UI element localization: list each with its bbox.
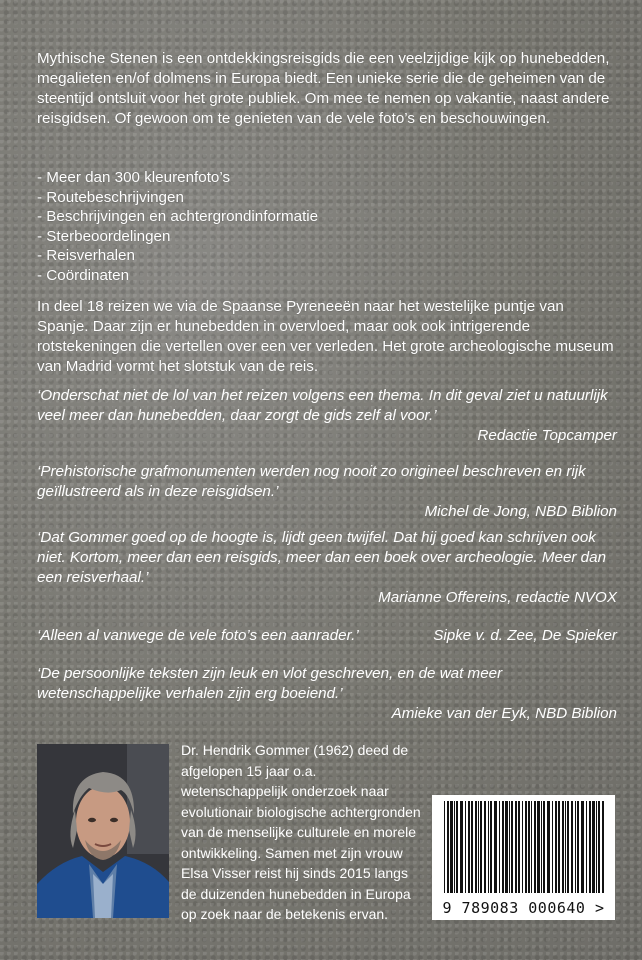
barcode-bar xyxy=(505,801,508,893)
feature-item: - Reisverhalen xyxy=(37,247,135,264)
isbn-barcode xyxy=(432,795,615,920)
feature-list xyxy=(37,168,617,285)
barcode-bar xyxy=(558,801,560,893)
barcode-bar xyxy=(511,801,513,893)
barcode-bar xyxy=(460,801,463,893)
intro-paragraph: Mythische Stenen is een ontdekkingsreisgids die een veelzijdige kijk op hunebedden, megalieten en/of dolmens in Europa biedt. Een unieke serie die de geheimen van de steentijd ontsluit voor het grote publiek. Om mee te nemen op vakantie, naast andere reisgidsen. Of gewoon om te genieten van de vele foto’s en beschouwingen. xyxy=(37,50,610,127)
barcode-bar xyxy=(586,801,587,893)
barcode-bar xyxy=(456,801,458,893)
barcode-bar xyxy=(450,801,453,893)
quote-text: ‘Prehistorische grafmonumenten werden nog nooit zo origineel beschreven en rijk geïllustreerd als in deze reisgidsen.’ xyxy=(37,463,586,500)
barcode-bar xyxy=(509,801,510,893)
barcode-bar xyxy=(447,801,449,893)
barcode-bar xyxy=(490,801,492,893)
barcode-bar xyxy=(480,801,482,893)
barcode-bar xyxy=(468,801,470,893)
barcode-bar xyxy=(465,801,466,893)
quote-source: Marianne Offereins, redactie NVOX xyxy=(378,589,617,606)
review-quote xyxy=(37,626,617,646)
feature-item: - Beschrijvingen en achtergrondinformatie xyxy=(37,208,319,225)
barcode-bar xyxy=(575,801,576,893)
barcode-bar xyxy=(589,801,591,893)
barcode-bar xyxy=(484,801,486,893)
author-portrait-illustration xyxy=(37,744,169,918)
barcode-bar xyxy=(475,801,477,893)
quote-text: ‘Alleen al vanwege de vele foto’s een aanrader.’ xyxy=(37,627,359,644)
feature-item: - Meer dan 300 kleurenfoto’s xyxy=(37,169,231,186)
barcode-bar xyxy=(444,801,445,893)
barcode-bar xyxy=(577,801,579,893)
barcode-bar xyxy=(518,801,520,893)
review-quote xyxy=(37,462,617,522)
author-bio: Dr. Hendrik Gommer (1962) deed de afgelopen 15 jaar o.a. wetenschappelijk onderzoek naar evolutionair biologische achtergronden van de menselijke culturele en morele ontwikkeling. Samen met zijn vrouw Elsa Visser reist hij sinds 2015 langs de duizenden hunebedden in Europa op zoek naar de betekenis ervan. xyxy=(181,742,421,922)
quote-source: Michel de Jong, NBD Biblion xyxy=(424,503,617,520)
barcode-bar xyxy=(471,801,473,893)
barcode-bar xyxy=(565,801,566,893)
quote-source: Redactie Topcamper xyxy=(477,427,617,444)
feature-item: - Coördinaten xyxy=(37,266,130,284)
barcode-bar xyxy=(499,801,500,893)
isbn-number: 9 789083 000640 > xyxy=(442,899,605,917)
barcode-bar xyxy=(522,801,523,893)
barcode-bar xyxy=(454,801,455,893)
quote-text: ‘Onderschat niet de lol van het reizen volgens een thema. In dit geval ziet u natuurlijk veel meer dan hunebedden, daar zorgt de gids zelf al voor.’ xyxy=(37,387,608,424)
barcode-bar xyxy=(515,801,517,893)
barcode-bar xyxy=(571,801,573,893)
feature-item: - Sterbeoordelingen xyxy=(37,227,171,245)
barcode-bar xyxy=(478,801,479,893)
barcode-bar xyxy=(562,801,564,893)
barcode-bar xyxy=(488,801,489,893)
barcode-bar xyxy=(528,801,530,893)
barcode-bar xyxy=(541,801,542,893)
review-quote xyxy=(37,386,617,446)
quote-source: Amieke van der Eyk, NBD Biblion xyxy=(391,705,617,722)
barcode-bar xyxy=(567,801,569,893)
barcode-bar xyxy=(555,801,557,893)
barcode-bar xyxy=(598,801,600,893)
feature-item: - Routebeschrijvingen xyxy=(37,188,184,206)
review-quote xyxy=(37,528,617,608)
barcode-bar xyxy=(602,801,604,893)
barcode-bar xyxy=(531,801,532,893)
barcode-bar xyxy=(547,801,550,893)
barcode-bar xyxy=(525,801,527,893)
quote-source: Sipke v. d. Zee, De Spieker xyxy=(433,627,617,644)
barcode-bar xyxy=(596,801,597,893)
quote-text: ‘Dat Gommer goed op de hoogte is, lijdt geen twijfel. Dat hij goed kan schrijven ook niet. Kortom, meer dan een reisgids, meer dan een boek over archeologie. Meer dan een reisverhaal.’ xyxy=(37,529,607,586)
barcode-bar xyxy=(581,801,584,893)
barcode-bar xyxy=(534,801,536,893)
barcode-bar xyxy=(537,801,540,893)
barcode-bar xyxy=(494,801,497,893)
part-description: In deel 18 reizen we via de Spaanse Pyreneeën naar het westelijke puntje van Spanje. Daar zijn er hunebedden in overvloed, maar ook ook intrigerende rotstekeningen die vertellen over een ver verleden. Het grote archeologische museum van Madrid vormt het slotstuk van de reis. xyxy=(37,298,614,375)
barcode-bars xyxy=(432,795,615,900)
barcode-bar xyxy=(502,801,504,893)
barcode-bar xyxy=(592,801,595,893)
barcode-bar xyxy=(543,801,545,893)
author-photo xyxy=(37,744,169,918)
barcode-bar xyxy=(552,801,553,893)
quote-text: ‘De persoonlijke teksten zijn leuk en vlot geschreven, en de wat meer wetenschappelijke verhalen zijn erg boeiend.’ xyxy=(37,665,503,702)
review-quote xyxy=(37,664,617,724)
